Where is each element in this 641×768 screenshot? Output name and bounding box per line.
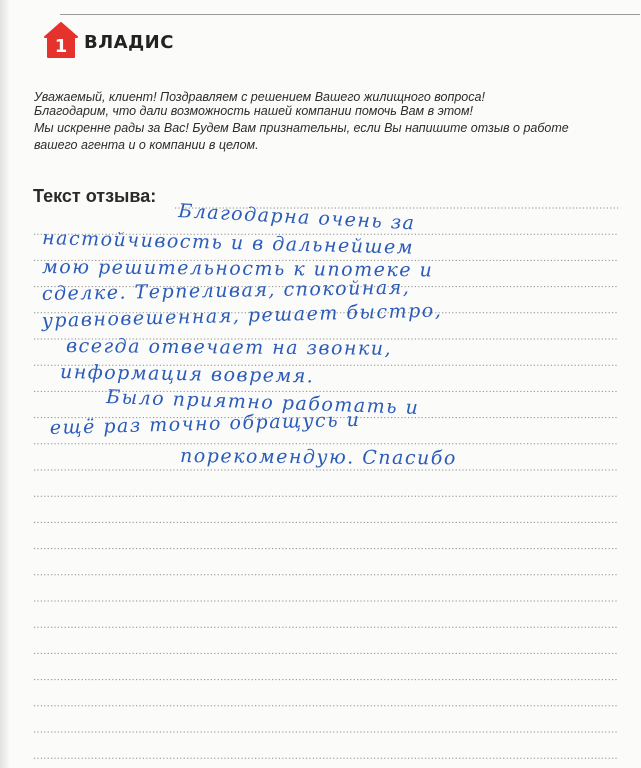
handwritten-line: настойчивость и в дальнейшем xyxy=(41,227,415,259)
thanks-line-1: Благодарим, что дали возможность нашей компании помочь Вам в этом! xyxy=(34,104,474,118)
handwritten-line: мою решительность к ипотеке и xyxy=(41,256,434,282)
greeting-line: Уважаемый, клиент! Поздравляем с решением Вашего жилищного вопроса! xyxy=(34,90,485,104)
handwritten-line: всегда отвечает на звонки, xyxy=(65,335,393,360)
handwritten-line: ещё раз точно обращусь и xyxy=(49,408,361,439)
handwritten-line: уравновешенная, решает быстро, xyxy=(41,299,443,332)
handwritten-line: информация вовремя. xyxy=(59,361,315,388)
handwritten-line: Было приятно работать и xyxy=(105,386,420,419)
handwritten-line: порекомендую. Спасибо xyxy=(179,445,457,470)
thanks-line-3: вашего агента и о компании в целом. xyxy=(34,138,259,152)
handwritten-line: сделке. Терпеливая, спокойная, xyxy=(41,276,411,305)
review-heading: Текст отзыва: xyxy=(33,186,157,206)
thanks-line-2: Мы искренне рады за Вас! Будем Вам признательны, если Вы напишите отзыв о работе xyxy=(34,121,569,135)
handwritten-line: Благодарна очень за xyxy=(177,200,417,235)
logo-number: 1 xyxy=(54,36,68,57)
brand-name: ВЛАДИС xyxy=(84,31,174,53)
